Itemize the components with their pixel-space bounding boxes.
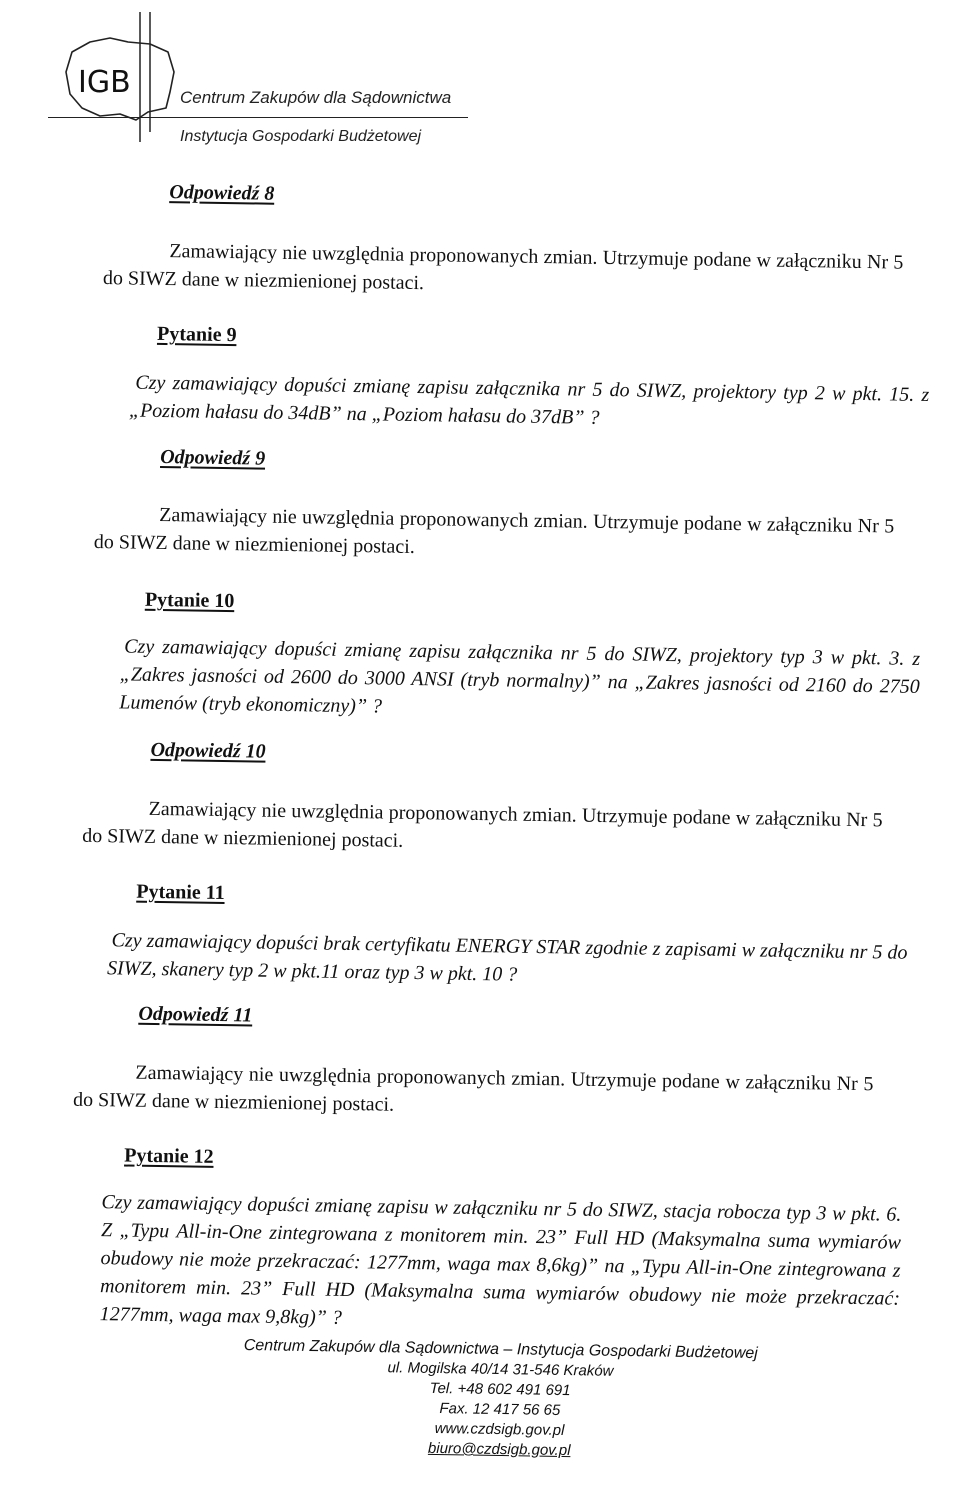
question-9-text: Czy zamawiający dopuści zmianę zapisu załącznika nr 5 do SIWZ, projektory typ 2 w pkt. 15. z „Poziom hałasu do 34dB” na „Poziom hałasu do 37dB” ? [128, 371, 930, 429]
question-12-text: Czy zamawiający dopuści zmianę zapisu w załączniku nr 5 do SIWZ, stacja robocza typ 3 w pkt. 6. Z „Typu All-in-One zintegrowana z monitorem min. 23” Full HD (Maksymalna suma wymiarów obudowy nie może przekraczać: 1277mm, waga max 8,6kg)” na „Typu All-in-One zintegrowana z monitorem min. 23” Full HD (Maksymalna suma wymiarów obudowy nie może przekraczać: 1277mm, waga max 9,8kg)” ? [99, 1191, 902, 1329]
question-11-text: Czy zamawiający dopuści brak certyfikatu ENERGY STAR zgodnie z zapisami w załączniku nr 5 do SIWZ, skanery typ 2 w pkt.11 oraz typ 3 w pkt. 10 ? [106, 929, 908, 986]
org-name: Centrum Zakupów dla Sądownictwa [180, 88, 452, 107]
footer-address: ul. Mogilska 40/14 31-546 Kraków [387, 1359, 614, 1380]
question-10-text: Czy zamawiający dopuści zmianę zapisu załącznika nr 5 do SIWZ, projektory typ 3 w pkt. 3. z „Zakres jasności od 2600 do 3000 ANSI (tryb normalny)” na „Zakres jasności od 2160 do 2750 Lumenów (tryb ekonomiczny)” ? [119, 635, 921, 718]
answer-10-heading: Odpowiedź 10 [150, 738, 266, 763]
answer-10-text: Zamawiający nie uwzględnia proponowanych zmian. Utrzymuje podane w załączniku Nr 5 do SIWZ dane w niezmienionej postaci. [82, 797, 883, 852]
question-11-heading: Pytanie 11 [136, 880, 225, 905]
footer-email-link[interactable]: biuro@czdsigb.gov.pl [427, 1439, 571, 1460]
answer-8-text: Zamawiający nie uwzględnia proponowanych zmian. Utrzymuje podane w załączniku Nr 5 do SIWZ dane w niezmienionej postaci. [102, 240, 904, 295]
footer-www-link[interactable]: www.czdsigb.gov.pl [434, 1419, 565, 1440]
logo-text: IGB [78, 65, 131, 100]
question-9-heading: Pytanie 9 [156, 322, 237, 347]
answer-9-heading: Odpowiedź 9 [160, 445, 266, 470]
answer-9-text: Zamawiający nie uwzględnia proponowanych zmian. Utrzymuje podane w załączniku Nr 5 do SIWZ dane w niezmienionej postaci. [93, 503, 895, 558]
footer-org: Centrum Zakupów dla Sądownictwa – Instytucja Gospodarki Budżetowej [243, 1336, 758, 1363]
answer-11-heading: Odpowiedź 11 [138, 1002, 253, 1027]
footer-fax: Fax. 12 417 56 65 [439, 1400, 561, 1419]
question-10-heading: Pytanie 10 [144, 588, 235, 613]
org-subtitle: Instytucja Gospodarki Budżetowej [180, 128, 422, 145]
question-12-heading: Pytanie 12 [124, 1144, 214, 1168]
answer-8-heading: Odpowiedź 8 [169, 181, 275, 205]
footer-tel: Tel. +48 602 491 691 [429, 1379, 571, 1400]
answer-11-text: Zamawiający nie uwzględnia proponowanych zmian. Utrzymuje podane w załączniku Nr 5 do SIWZ dane w niezmienionej postaci. [72, 1061, 874, 1116]
footer [199, 1335, 801, 1464]
